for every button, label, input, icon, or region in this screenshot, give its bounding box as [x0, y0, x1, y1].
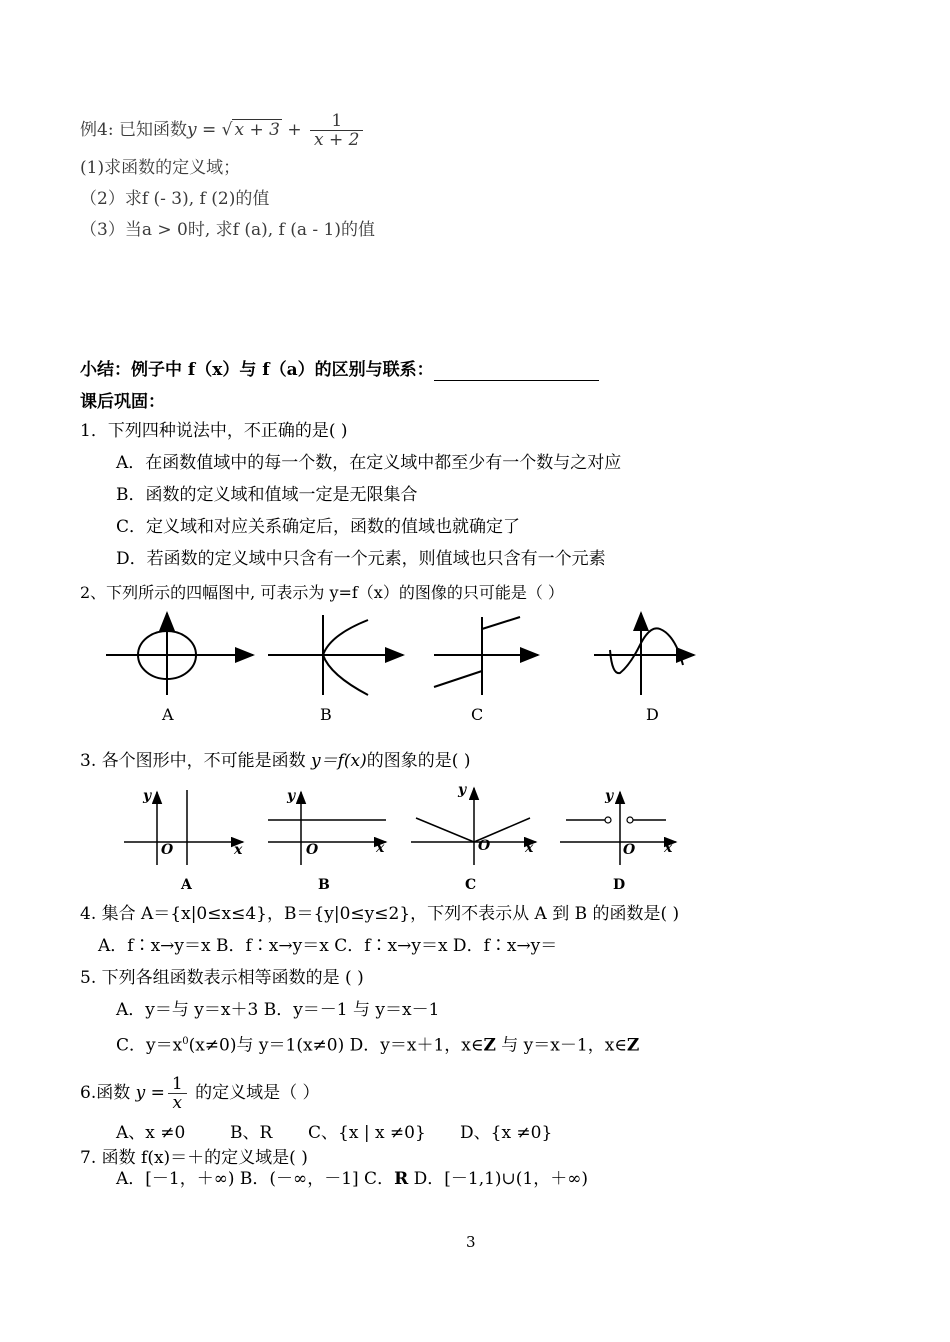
- q5-options-cd: [116, 1031, 639, 1057]
- q6-stem-pre: 6.函数: [80, 1083, 136, 1103]
- example4-frac-num: 1: [310, 112, 363, 131]
- q3-stem-pre: 3. 各个图形中，不可能是函数: [80, 751, 312, 771]
- q5-z-2: Z: [626, 1035, 640, 1056]
- q3-stem-post: 的图象的是( ): [366, 751, 471, 771]
- q3-b-x-label: x: [376, 840, 385, 856]
- example4-frac-den: x + 2: [314, 130, 360, 150]
- q3-graph-b: [268, 792, 386, 865]
- example4-q2: （2）求f (- 3), f (2)的值: [80, 189, 270, 209]
- example4-q1: (1)求函数的定义域；: [80, 158, 241, 178]
- q2-label-b: B: [320, 705, 332, 724]
- example4-prefix: 例4: 已知函数: [80, 120, 187, 140]
- q3-d-origin: O: [623, 842, 636, 858]
- summary-blank[interactable]: [434, 364, 599, 381]
- q3-c-y-label: y: [458, 782, 467, 798]
- q6-y: y: [135, 1083, 146, 1103]
- q1-option-d: D．若函数的定义域中只含有一个元素，则值域也只含有一个元素: [116, 549, 606, 569]
- q7-options-pre: A．[－1，＋∞) B．(－∞，－1] C．: [116, 1169, 395, 1189]
- q5-stem: 5. 下列各组函数表示相等函数的是 ( ): [80, 968, 364, 988]
- q5-z-1: Z: [483, 1035, 496, 1056]
- q6-option-a: A、x ≠0: [116, 1123, 186, 1143]
- example4-eq: =: [196, 120, 222, 140]
- example4-sqrt-expr: x + 3: [234, 120, 280, 140]
- q6-frac-den: x: [172, 1093, 183, 1113]
- q3-b-origin: O: [306, 842, 319, 858]
- example4-q3: （3）当a > 0时, 求f (a), f (a - 1)的值: [80, 220, 375, 240]
- q6-eq: =: [145, 1083, 165, 1103]
- q6-frac-num: 1: [168, 1075, 187, 1094]
- q3-stem-fn: y＝f(x): [311, 751, 367, 771]
- q6-stem-post: 的定义域是（ ）: [189, 1083, 320, 1103]
- q2-label-a: A: [162, 705, 174, 724]
- q3-c-x-label: x: [525, 840, 534, 856]
- q7-r: R: [394, 1169, 409, 1189]
- q5-cd-rest: (x≠0)与 y＝1(x≠0) D．y＝x＋1，x∈: [188, 1035, 484, 1056]
- q7-options: [116, 1168, 588, 1190]
- q3-a-x-label: x: [234, 842, 243, 858]
- q1-option-c: C．定义域和对应关系确定后，函数的值域也就确定了: [116, 517, 521, 537]
- q3-stem: [80, 750, 470, 772]
- q3-d-x-label: x: [664, 840, 673, 856]
- q2-graph-b: [268, 615, 403, 695]
- q3-label-d: D: [613, 877, 626, 893]
- homework-title: 课后巩固：: [80, 392, 165, 412]
- page-number: 3: [466, 1233, 476, 1251]
- q5-options-ab: A．y＝与 y＝x＋3 B．y＝－1 与 y＝x－1: [116, 1000, 440, 1020]
- q1-option-b: B．函数的定义域和值域一定是无限集合: [116, 485, 418, 505]
- q6-option-b: B、R: [230, 1123, 273, 1143]
- example4-title: [80, 112, 366, 149]
- q5-cd-mid: 与 y＝x－1，x∈: [495, 1035, 627, 1056]
- q2-graph-c: [434, 617, 538, 695]
- q3-b-y-label: y: [287, 788, 296, 804]
- example4-y: y: [186, 120, 197, 140]
- q2-label-c: C: [471, 705, 484, 724]
- q5-c-prefix: C．y＝x: [116, 1035, 183, 1056]
- q3-label-a: A: [181, 877, 192, 893]
- q2-stem: 2、下列所示的四幅图中, 可表示为 y=f（x）的图像的只可能是（ ）: [80, 583, 564, 602]
- q6-option-d: D、{x ≠0}: [460, 1123, 553, 1143]
- q3-d-y-label: y: [605, 788, 614, 804]
- q3-graph-a: [124, 790, 243, 865]
- summary-label: 小结：例子中 f（x）与 f（a）的区别与联系：: [80, 360, 434, 380]
- q2-graph-a: [106, 613, 253, 695]
- q4-stem: 4. 集合 A＝{x|0≤x≤4}，B＝{y|0≤y≤2}，下列不表示从 A 到 B 的函数是( ): [80, 904, 680, 924]
- q7-stem: 7. 函数 f(x)＝＋的定义域是( ): [80, 1148, 308, 1168]
- q6-option-c: C、{x | x ≠0}: [308, 1123, 426, 1143]
- q5-c-superscript: 0: [182, 1036, 189, 1047]
- summary-line: [80, 359, 599, 381]
- q2-label-d: D: [646, 705, 659, 724]
- q3-c-origin: O: [478, 838, 491, 854]
- q1-stem: 1．下列四种说法中，不正确的是( ): [80, 421, 348, 441]
- q2-graph-d: [594, 613, 694, 695]
- q6-stem: [80, 1075, 320, 1112]
- q3-a-origin: O: [161, 842, 174, 858]
- q3-graph-d: [560, 792, 676, 865]
- sqrt-sign: √: [221, 120, 233, 140]
- example4-plus: +: [281, 120, 307, 140]
- q7-options-post: D．[－1,1)∪(1，＋∞): [408, 1169, 589, 1189]
- q3-label-c: C: [465, 877, 477, 893]
- q3-label-b: B: [318, 877, 330, 893]
- example4-fraction: [310, 112, 363, 149]
- q6-fraction: [168, 1075, 187, 1112]
- q4-options: A．f∶x→y＝x B．f∶x→y＝x C．f∶x→y＝x D．f∶x→y＝: [98, 936, 558, 956]
- q3-a-y-label: y: [143, 788, 152, 804]
- q3-graph-c: [411, 788, 536, 865]
- q1-option-a: A．在函数值域中的每一个数，在定义域中都至少有一个数与之对应: [116, 453, 622, 473]
